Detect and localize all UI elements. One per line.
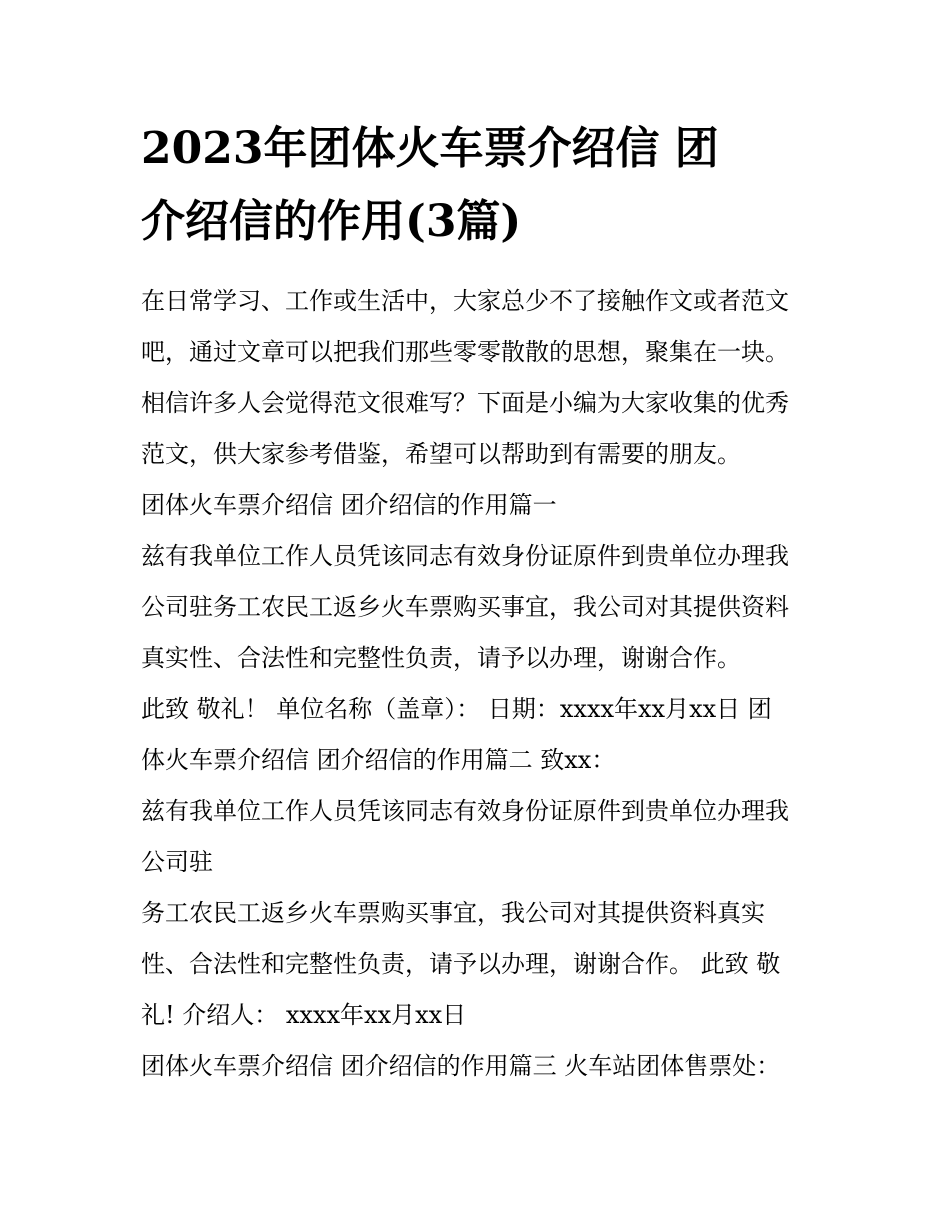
letter-1-line-1: 兹有我单位工作人员凭该同志有效身份证原件到贵单位办理我 [141,542,789,570]
document-body [141,276,821,1092]
letter-2-line-4: 性、合法性和完整性负责，请予以办理，谢谢合作。 此致 敬 [141,950,781,978]
title-line-1: 2023年团体火车票介绍信 团 [141,123,719,174]
intro-line-3: 相信许多人会觉得范文很难写？下面是小编为大家收集的优秀 [141,389,789,417]
intro-line-2: 吧，通过文章可以把我们那些零零散散的思想，聚集在一块。 [141,338,789,366]
title-line-2: 介绍信的作用(3篇) [141,196,522,247]
intro-line-4: 范文，供大家参考借鉴，希望可以帮助到有需要的朋友。 [141,440,741,468]
section-heading-3: 团体火车票介绍信 团介绍信的作用篇三 火车站团体售票处： [141,1052,781,1080]
section-heading-2: 体火车票介绍信 团介绍信的作用篇二 致xx： [141,746,616,774]
intro-line-1: 在日常学习、工作或生活中，大家总少不了接触作文或者范文 [141,287,789,315]
letter-2-signature: 礼! 介绍人： xxxx年xx月xx日 [141,1001,467,1029]
letter-1-line-3: 真实性、合法性和完整性负责，请予以办理，谢谢合作。 [141,644,741,672]
letter-2-line-3: 务工农民工返乡火车票购买事宜，我公司对其提供资料真实 [141,899,765,927]
letter-2-line-1: 兹有我单位工作人员凭该同志有效身份证原件到贵单位办理我 [141,797,789,825]
section-heading-1: 团体火车票介绍信 团介绍信的作用篇一 [141,491,557,519]
letter-1-closing: 此致 敬礼！ 单位名称（盖章）： 日期：xxxx年xx月xx日 团 [141,695,772,723]
letter-2-line-2: 公司驻 [141,848,213,876]
document-title [141,112,821,258]
letter-1-line-2: 公司驻务工农民工返乡火车票购买事宜，我公司对其提供资料 [141,593,789,621]
